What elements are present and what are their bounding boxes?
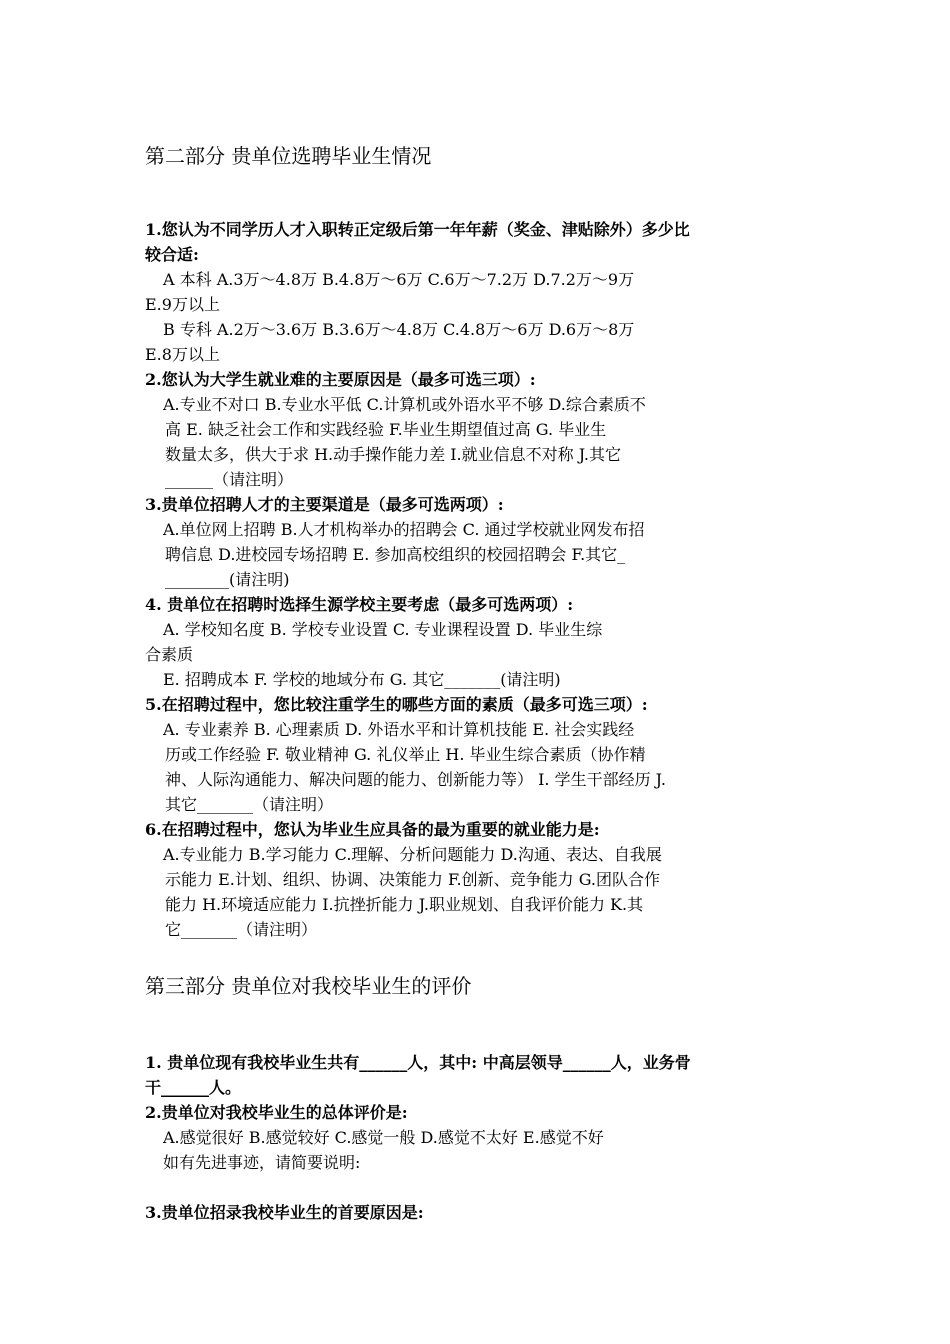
part2-q5-title: 5.在招聘过程中，您比较注重学生的哪些方面的素质（最多可选三项）: (145, 695, 648, 714)
part2-q1-option-line: E.8万以上 (145, 345, 220, 364)
part2-title: 第二部分 贵单位选聘毕业生情况 (145, 144, 432, 168)
part2-q4-title: 4. 贵单位在招聘时选择生源学校主要考虑（最多可选两项）: (145, 595, 574, 614)
part2-q5-option-line: A. 专业素养 B. 心理素质 D. 外语水平和计算机技能 E. 社会实践经 (163, 720, 635, 739)
part3-q2-title: 2.贵单位对我校毕业生的总体评价是: (145, 1103, 408, 1122)
part2-q4-option-line: E. 招聘成本 F. 学校的地域分布 G. 其它_______(请注明) (163, 670, 561, 689)
part2-q6-title: 6.在招聘过程中，您认为毕业生应具备的最为重要的就业能力是: (145, 820, 600, 839)
part3-q2-option-line: A.感觉很好 B.感觉较好 C.感觉一般 D.感觉不太好 E.感觉不好 (163, 1128, 604, 1147)
part3-q1-title-line2: 干______人。 (145, 1078, 242, 1097)
part2-q2-option-line: 数量太多，供大于求 H.动手操作能力差 I.就业信息不对称 J.其它 (165, 445, 621, 464)
part2-q5-option-line: 历或工作经验 F. 敬业精神 G. 礼仪举止 H. 毕业生综合素质（协作精 (165, 745, 646, 764)
part2-q5-option-line: 神、人际沟通能力、解决问题的能力、创新能力等） I. 学生干部经历 J. (165, 770, 666, 789)
part3-q3-title: 3.贵单位招录我校毕业生的首要原因是: (145, 1203, 424, 1222)
part2-q4-option-line: 合素质 (145, 645, 194, 664)
part2-q1-option-line: B 专科 A.2万～3.6万 B.3.6万～4.8万 C.4.8万～6万 D.6万～8万 (163, 320, 635, 339)
part2-q3-option-line: 聘信息 D.进校园专场招聘 E. 参加高校组织的校园招聘会 F.其它_ (165, 545, 626, 564)
part3-title: 第三部分 贵单位对我校毕业生的评价 (145, 974, 472, 998)
part2-q3-title: 3.贵单位招聘人才的主要渠道是（最多可选两项）: (145, 495, 504, 514)
part3-q2-note-line: 如有先进事迹，请简要说明: (163, 1153, 361, 1172)
part2-q1-option-line: A 本科 A.3万～4.8万 B.4.8万～6万 C.6万～7.2万 D.7.2万～9万 (163, 270, 635, 289)
part2-q2-option-line: A.专业不对口 B.专业水平低 C.计算机或外语水平不够 D.综合素质不 (163, 395, 646, 414)
part2-q1-title-line1: 1.您认为不同学历人才入职转正定级后第一年年薪（奖金、津贴除外）多少比 (145, 220, 690, 239)
part2-q6-option-line: A.专业能力 B.学习能力 C.理解、分析问题能力 D.沟通、表达、自我展 (163, 845, 662, 864)
part2-q2-title: 2.您认为大学生就业难的主要原因是（最多可选三项）: (145, 370, 536, 389)
part2-q3-option-line: ________(请注明) (165, 570, 290, 589)
part2-q2-option-line: ______（请注明） (165, 470, 294, 489)
part2-q5-option-line: 其它_______（请注明） (165, 795, 334, 814)
part2-q3-option-line: A.单位网上招聘 B.人才机构举办的招聘会 C. 通过学校就业网发布招 (163, 520, 645, 539)
part2-q1-title-line2: 较合适: (145, 245, 199, 264)
part3-q1-title-line1: 1. 贵单位现有我校毕业生共有______人，其中: 中高层领导______人，业务骨 (145, 1053, 691, 1072)
part2-q4-option-line: A. 学校知名度 B. 学校专业设置 C. 专业课程设置 D. 毕业生综 (163, 620, 603, 639)
part2-q2-option-line: 高 E. 缺乏社会工作和实践经验 F.毕业生期望值过高 G. 毕业生 (165, 420, 607, 439)
part2-q1-option-line: E.9万以上 (145, 295, 220, 314)
part2-q6-option-line: 能力 H.环境适应能力 I.抗挫折能力 J.职业规划、自我评价能力 K.其 (165, 895, 644, 914)
part2-q6-option-line: 示能力 E.计划、组织、协调、决策能力 F.创新、竞争能力 G.团队合作 (165, 870, 661, 889)
part2-q6-option-line: 它_______（请注明） (165, 920, 318, 939)
